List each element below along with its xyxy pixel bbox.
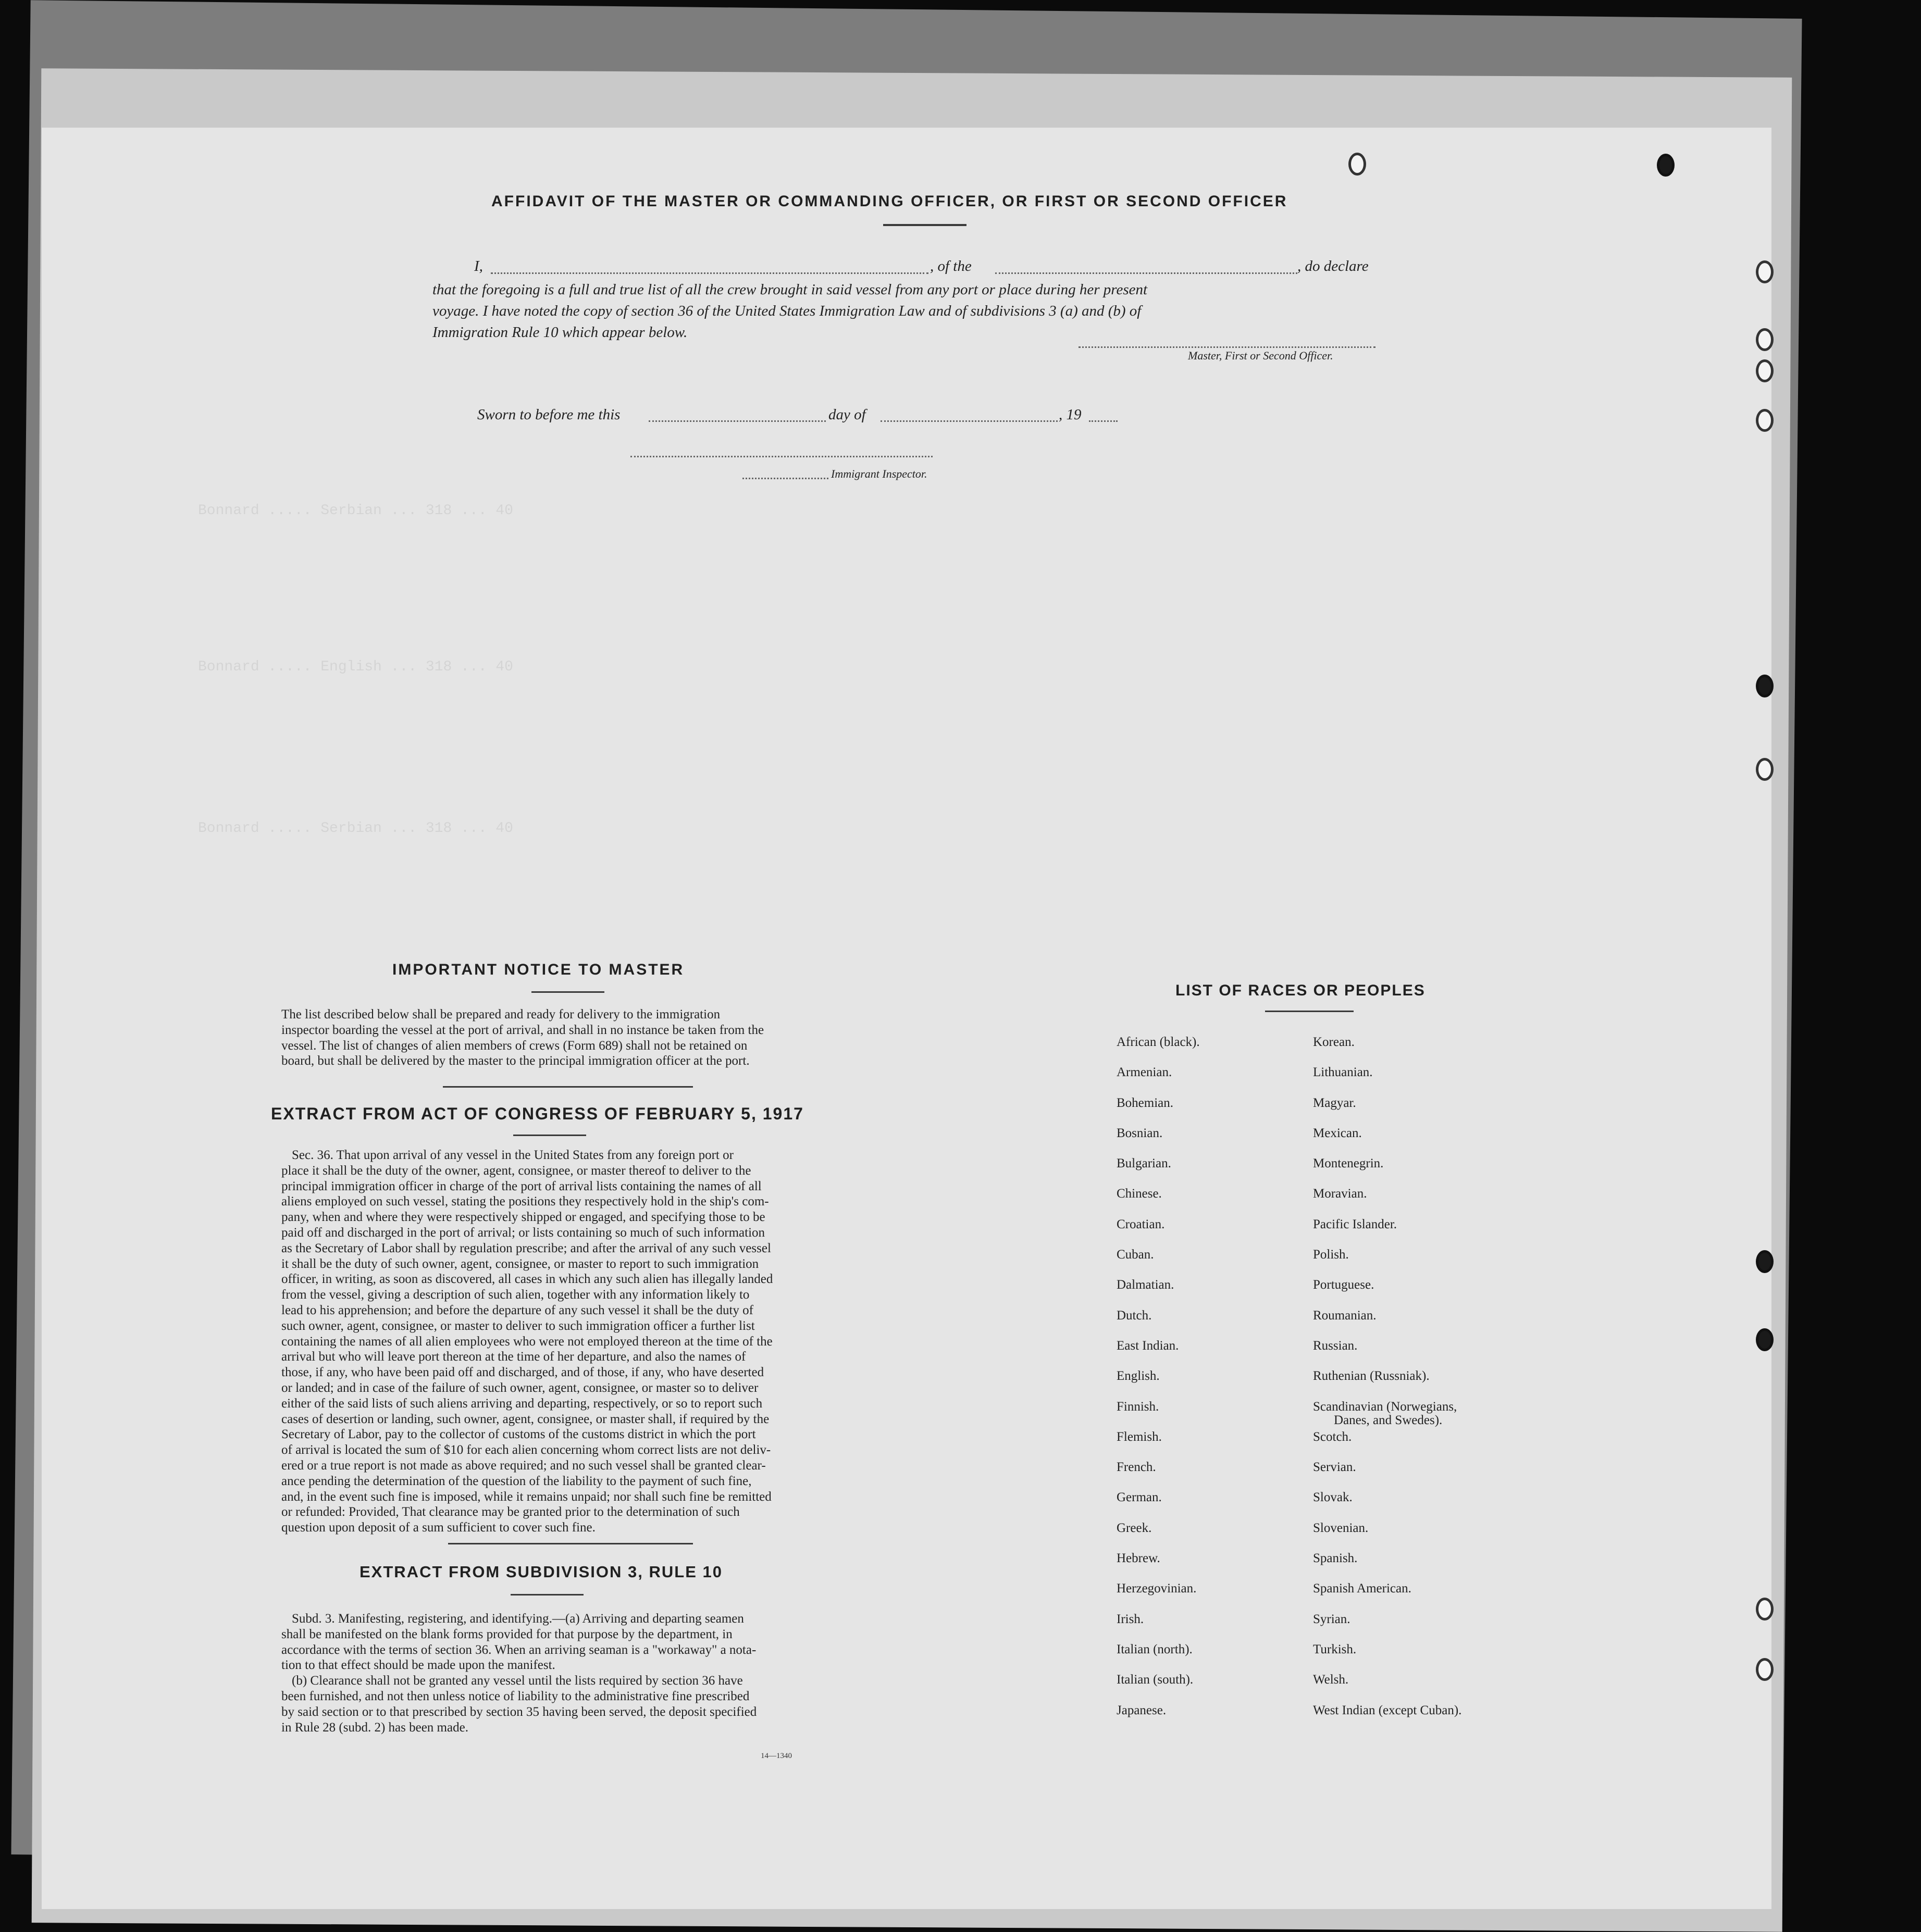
- race-item: Scotch.: [1313, 1429, 1352, 1444]
- act-line: Sec. 36. That upon arrival of any vessel in the United States from any foreign port or: [292, 1148, 734, 1162]
- race-item: Dalmatian.: [1117, 1278, 1174, 1292]
- race-item: Italian (south).: [1117, 1673, 1194, 1687]
- race-item: Flemish.: [1117, 1429, 1162, 1444]
- act-line: either of the said lists of such aliens arriving and departing, respectively, or so to report such: [281, 1396, 763, 1411]
- rule-line: shall be manifested on the blank forms provided for that purpose by the department, in: [281, 1627, 733, 1641]
- year-label: , 19: [1059, 406, 1082, 423]
- act-extract-body: [281, 1148, 886, 1536]
- race-item: Turkish.: [1313, 1642, 1357, 1656]
- sworn-month-field[interactable]: [881, 420, 1058, 422]
- rule-line: Subd. 3. Manifesting, registering, and identifying.—(a) Arriving and departing seamen: [292, 1612, 744, 1626]
- notice-body: [281, 1007, 886, 1069]
- punch-hole: [1756, 260, 1774, 283]
- race-item: Hebrew.: [1117, 1551, 1160, 1566]
- race-item: [1313, 1392, 1461, 1427]
- race-item: Roumanian.: [1313, 1308, 1377, 1323]
- act-line: it shall be the duty of such owner, agent, consignee, or master to report to such immigration: [281, 1256, 759, 1271]
- race-item: Dutch.: [1117, 1308, 1152, 1323]
- section-divider: [448, 1543, 693, 1544]
- act-line: such owner, agent, consignee, or master to deliver to such immigration officer a further list: [281, 1318, 755, 1333]
- bleed-through-text: Bonnard ..... Serbian ... 318 ... 40: [198, 820, 513, 837]
- affidavit-declare-label: , do declare: [1297, 258, 1369, 275]
- punch-hole: [1756, 328, 1774, 351]
- race-item: Finnish.: [1117, 1399, 1159, 1414]
- affidavit-title: AFFIDAVIT OF THE MASTER OR COMMANDING OFFICER, OR FIRST OR SECOND OFFICER: [491, 193, 1288, 210]
- sworn-day-field[interactable]: [649, 420, 826, 422]
- race-item: Spanish.: [1313, 1551, 1358, 1566]
- act-line: question upon deposit of a sum sufficient to cover such fine.: [281, 1520, 596, 1535]
- act-line: or landed; and in case of the failure of such owner, agent, consignee, or master so to deliver: [281, 1380, 759, 1395]
- rule-line: been furnished, and not then unless notice of liability to the administrative fine prescribed: [281, 1689, 750, 1703]
- race-item: Italian (north).: [1117, 1642, 1193, 1656]
- act-line: ance pending the determination of the question of the liability to the payment of such fine,: [281, 1474, 752, 1488]
- notice-title-underline: [531, 991, 604, 993]
- race-item: French.: [1117, 1460, 1156, 1475]
- race-item: Portuguese.: [1313, 1278, 1374, 1292]
- rule-line: accordance with the terms of section 36. When an arriving seaman is a "workaway" a nota-: [281, 1642, 757, 1657]
- affidavit-statement-line-2: voyage. I have noted the copy of section 36 of the United States Immigration Law and of subdivisions 3 (a) and (b) of: [432, 303, 1142, 319]
- notice-line: board, but shall be delivered by the master to the principal immigration officer at the port.: [281, 1054, 750, 1068]
- punch-hole: [1756, 758, 1774, 781]
- punch-hole: [1756, 1598, 1774, 1621]
- race-item: German.: [1117, 1490, 1162, 1505]
- race-item: Bosnian.: [1117, 1126, 1163, 1140]
- races-title: LIST OF RACES OR PEOPLES: [1175, 982, 1426, 999]
- races-title-underline: [1265, 1011, 1354, 1012]
- punch-hole: [1756, 1328, 1774, 1351]
- race-item: Chinese.: [1117, 1187, 1162, 1201]
- act-line: arrival but who will leave port thereon at the time of her departure, and also the names of: [281, 1350, 746, 1364]
- race-item: Cuban.: [1117, 1248, 1154, 1262]
- race-item: African (black).: [1117, 1035, 1200, 1049]
- affidavit-i-label: I,: [474, 258, 483, 275]
- officer-signature-field[interactable]: [1079, 346, 1375, 348]
- master-name-field[interactable]: [491, 272, 928, 274]
- race-item: Moravian.: [1313, 1187, 1367, 1201]
- act-line: containing the names of all alien employees who were not employed thereon at the time of the: [281, 1334, 773, 1349]
- inspector-caption: Immigrant Inspector.: [831, 467, 927, 480]
- vessel-name-field[interactable]: [995, 272, 1297, 274]
- race-item: Polish.: [1313, 1248, 1349, 1262]
- form-number: 14—1340: [761, 1752, 792, 1760]
- act-line: of arrival is located the sum of $10 for each alien concerning whom correct lists are not deliv-: [281, 1443, 771, 1457]
- bleed-through-text: Bonnard ..... Serbian ... 318 ... 40: [198, 503, 513, 519]
- punch-hole: [1756, 359, 1774, 382]
- rule-extract-title: EXTRACT FROM SUBDIVISION 3, RULE 10: [360, 1563, 723, 1581]
- act-line: from the vessel, giving a description of such alien, together with any information likely to: [281, 1288, 750, 1302]
- race-item: Armenian.: [1117, 1065, 1172, 1080]
- race-item: East Indian.: [1117, 1338, 1179, 1353]
- race-item: Herzegovinian.: [1117, 1581, 1197, 1596]
- bleed-through-text: Bonnard ..... English ... 318 ... 40: [198, 659, 513, 675]
- race-item: Mexican.: [1313, 1126, 1362, 1140]
- rule-title-underline: [511, 1594, 584, 1596]
- affidavit-statement-line-3: Immigration Rule 10 which appear below.: [432, 324, 688, 341]
- sworn-label: Sworn to before me this: [477, 406, 621, 423]
- race-item: Magyar.: [1313, 1095, 1356, 1110]
- race-item: Spanish American.: [1313, 1581, 1411, 1596]
- rule-line: (b) Clearance shall not be granted any vessel until the lists required by section 36 have: [292, 1674, 743, 1688]
- act-line: principal immigration officer in charge of the port of arrival lists containing the names of all: [281, 1179, 762, 1193]
- race-item: Greek.: [1117, 1520, 1152, 1535]
- act-line: paid off and discharged in the port of arrival; or lists containing so much of such information: [281, 1225, 765, 1240]
- race-item: Montenegrin.: [1313, 1156, 1384, 1171]
- affidavit-statement-line-1: that the foregoing is a full and true list of all the crew brought in said vessel from any port or place during her present: [432, 281, 1148, 298]
- punch-hole: [1657, 154, 1675, 177]
- inspector-signature-field-top[interactable]: [630, 456, 933, 457]
- race-item: Bulgarian.: [1117, 1156, 1171, 1171]
- inspector-signature-field[interactable]: [742, 478, 828, 479]
- act-line: officer, in writing, as soon as discovered, all cases in which any such alien has illegally landed: [281, 1272, 773, 1287]
- rule-extract-body: [281, 1611, 886, 1735]
- race-item: Syrian.: [1313, 1612, 1350, 1626]
- race-item: Welsh.: [1313, 1673, 1349, 1687]
- act-line: those, if any, who have been paid off and discharged, and of those, if any, who have deserted: [281, 1365, 764, 1380]
- act-line: aliens employed on such vessel, stating the positions they respectively hold in the ship's com-: [281, 1194, 769, 1209]
- race-item: Croatian.: [1117, 1217, 1165, 1231]
- races-left-column: [1117, 1027, 1200, 1726]
- race-item: Slovenian.: [1313, 1520, 1369, 1535]
- notice-line: The list described below shall be prepared and ready for delivery to the immigration: [281, 1007, 721, 1021]
- races-right-column: [1313, 1027, 1461, 1726]
- title-underline: [883, 224, 966, 226]
- race-item-scandinavian: Scandinavian (Norwegians,: [1313, 1399, 1457, 1414]
- punch-hole: [1756, 1250, 1774, 1273]
- punch-hole: [1756, 409, 1774, 432]
- race-item: Servian.: [1313, 1460, 1356, 1475]
- race-item: Pacific Islander.: [1313, 1217, 1397, 1231]
- race-item: Korean.: [1313, 1035, 1355, 1049]
- section-divider: [443, 1086, 693, 1088]
- notice-title: IMPORTANT NOTICE TO MASTER: [392, 961, 685, 978]
- race-item: West Indian (except Cuban).: [1313, 1703, 1462, 1717]
- act-line: as the Secretary of Labor shall by regulation prescribe; and after the arrival of any such vessel: [281, 1241, 771, 1255]
- race-item: Slovak.: [1313, 1490, 1353, 1505]
- notice-line: inspector boarding the vessel at the port of arrival, and shall in no instance be taken from the: [281, 1023, 764, 1037]
- notice-line: vessel. The list of changes of alien members of crews (Form 689) shall not be retained on: [281, 1038, 748, 1053]
- act-line: Secretary of Labor, pay to the collector of customs of the customs district in which the port: [281, 1427, 756, 1442]
- race-item: Irish.: [1117, 1612, 1144, 1626]
- rule-line: tion to that effect should be made upon the manifest.: [281, 1658, 555, 1673]
- race-item: Ruthenian (Russniak).: [1313, 1369, 1430, 1383]
- day-of-label: day of: [828, 406, 866, 423]
- punch-hole: [1348, 153, 1366, 176]
- act-line: pany, when and where they were respectively shipped or engaged, and specifying those to be: [281, 1210, 765, 1225]
- race-item: Russian.: [1313, 1338, 1358, 1353]
- act-extract-title: EXTRACT FROM ACT OF CONGRESS OF FEBRUARY 5, 1917: [271, 1104, 804, 1123]
- act-line: and, in the event such fine is imposed, while it remains unpaid; nor shall such fine be remitted: [281, 1489, 772, 1504]
- race-item: Lithuanian.: [1313, 1065, 1373, 1080]
- sworn-year-field[interactable]: [1089, 420, 1118, 422]
- act-line: lead to his apprehension; and before the departure of any such vessel it shall be the duty of: [281, 1303, 753, 1317]
- race-item: Bohemian.: [1117, 1095, 1174, 1110]
- race-item-continuation: Danes, and Swedes).: [1334, 1413, 1443, 1427]
- punch-hole: [1756, 675, 1774, 697]
- punch-hole: [1756, 1658, 1774, 1681]
- race-item: Japanese.: [1117, 1703, 1167, 1717]
- act-line: or refunded: Provided, That clearance may be granted prior to the determination of such: [281, 1505, 740, 1519]
- race-item: English.: [1117, 1369, 1160, 1383]
- affidavit-of-the-label: , of the: [930, 258, 972, 275]
- rule-line: in Rule 28 (subd. 2) has been made.: [281, 1720, 468, 1735]
- act-line: ered or a true report is not made as above required; and no such vessel shall be granted clear-: [281, 1458, 766, 1473]
- rule-line: by said section or to that prescribed by section 35 having been served, the deposit specified: [281, 1704, 757, 1719]
- act-line: place it shall be the duty of the owner, agent, consignee, or master thereof to deliver to the: [281, 1163, 751, 1178]
- document-page: [42, 128, 1771, 1909]
- officer-signature-caption: Master, First or Second Officer.: [1188, 349, 1333, 362]
- act-title-underline: [513, 1135, 586, 1136]
- act-line: cases of desertion or landing, such owner, agent, consignee, or master shall, if required by the: [281, 1412, 770, 1426]
